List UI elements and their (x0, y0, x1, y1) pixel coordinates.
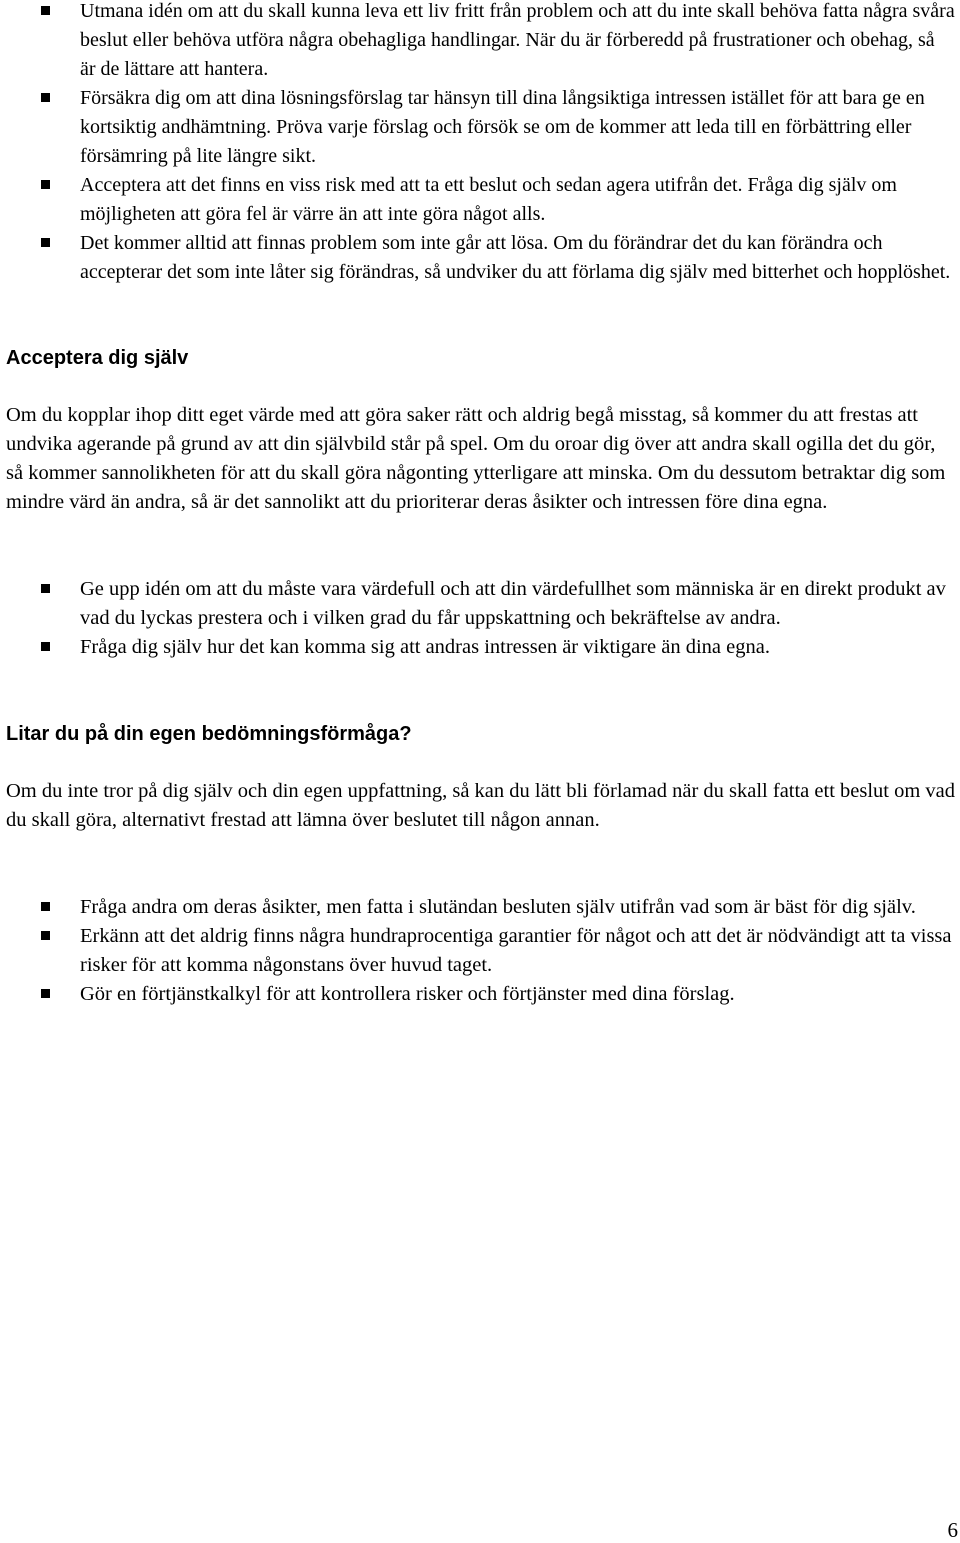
list-item (0, 922, 955, 980)
list-item (0, 893, 955, 922)
section-paragraph: Om du inte tror på dig själv och din egen uppfattning, så kan du lätt bli förlamad när du skall fatta ett beslut om vad du skall göra, alternativt frestad att lämna över beslutet till någon annan. (6, 780, 956, 831)
list-item (0, 0, 955, 84)
square-bullet-icon (41, 6, 50, 15)
list-item-text: Erkänn att det aldrig finns några hundraprocentiga garantier för något och att det är nödvändigt att ta vissa risker för att komma någonstans över huvud taget. (80, 925, 952, 976)
list-item-text: Acceptera att det finns en viss risk med att ta ett beslut och sedan agera utifrån det. Fråga dig själv om möjligheten att göra fel är värre än att inte göra något alls. (80, 174, 897, 225)
list-item (0, 575, 955, 633)
section-paragraph: Om du kopplar ihop ditt eget värde med att göra saker rätt och aldrig begå misstag, så kommer du att frestas att undvika agerande på grund av att din självbild står på spel. Om du oroar dig över att andra skall ogilla det du gör, så kommer sannolikheten för att du skall göra någonting ytterligare att minska. Om du dessutom betraktar dig som mindre värd än andra, så är det sannolikt att du prioriterar deras åsikter och intressen före dina egna. (6, 404, 946, 513)
list-item (0, 633, 955, 662)
section-bullet-list (0, 893, 955, 1009)
list-item-text: Ge upp idén om att du måste vara värdefull och att din värdefullhet som människa är en direkt produkt av vad du lyckas prestera och i vilken grad du får uppskattning och bekräftelse av andra. (80, 578, 946, 629)
list-item-text: Fråga andra om deras åsikter, men fatta i slutändan besluten själv utifrån vad som är bäst för dig själv. (80, 896, 916, 918)
list-item (0, 980, 955, 1009)
square-bullet-icon (41, 584, 50, 593)
list-item (0, 171, 955, 229)
list-item-text: Fråga dig själv hur det kan komma sig att andras intressen är viktigare än dina egna. (80, 636, 770, 658)
section-heading: Litar du på din egen bedömningsförmåga? (6, 723, 412, 745)
list-item (0, 84, 955, 171)
section-heading: Acceptera dig själv (6, 347, 189, 369)
square-bullet-icon (41, 902, 50, 911)
top-bullet-list (0, 0, 955, 287)
list-item-text: Gör en förtjänstkalkyl för att kontrollera risker och förtjänster med dina förslag. (80, 983, 735, 1005)
section-bullet-list (0, 575, 955, 662)
square-bullet-icon (41, 93, 50, 102)
square-bullet-icon (41, 931, 50, 940)
square-bullet-icon (41, 642, 50, 651)
list-item-text: Försäkra dig om att dina lösningsförslag tar hänsyn till dina långsiktiga intressen istället för att bara ge en kortsiktig andhämtning. Pröva varje förslag och försök se om de kommer att leda till en förbättring eller försämring på lite längre sikt. (80, 87, 925, 167)
square-bullet-icon (41, 180, 50, 189)
square-bullet-icon (41, 989, 50, 998)
square-bullet-icon (41, 238, 50, 247)
list-item-text: Det kommer alltid att finnas problem som inte går att lösa. Om du förändrar det du kan förändra och accepterar det som inte låter sig förändras, så undviker du att förlama dig själv med bitterhet och hopplöshet. (80, 232, 951, 283)
list-item (0, 229, 955, 287)
list-item-text: Utmana idén om att du skall kunna leva ett liv fritt från problem och att du inte skall behöva fatta några svåra beslut eller behöva utföra några obehagliga handlingar. När du är förberedd på frustrationer och obehag, så är de lättare att hantera. (80, 0, 955, 80)
page-number: 6 (947, 1518, 958, 1542)
